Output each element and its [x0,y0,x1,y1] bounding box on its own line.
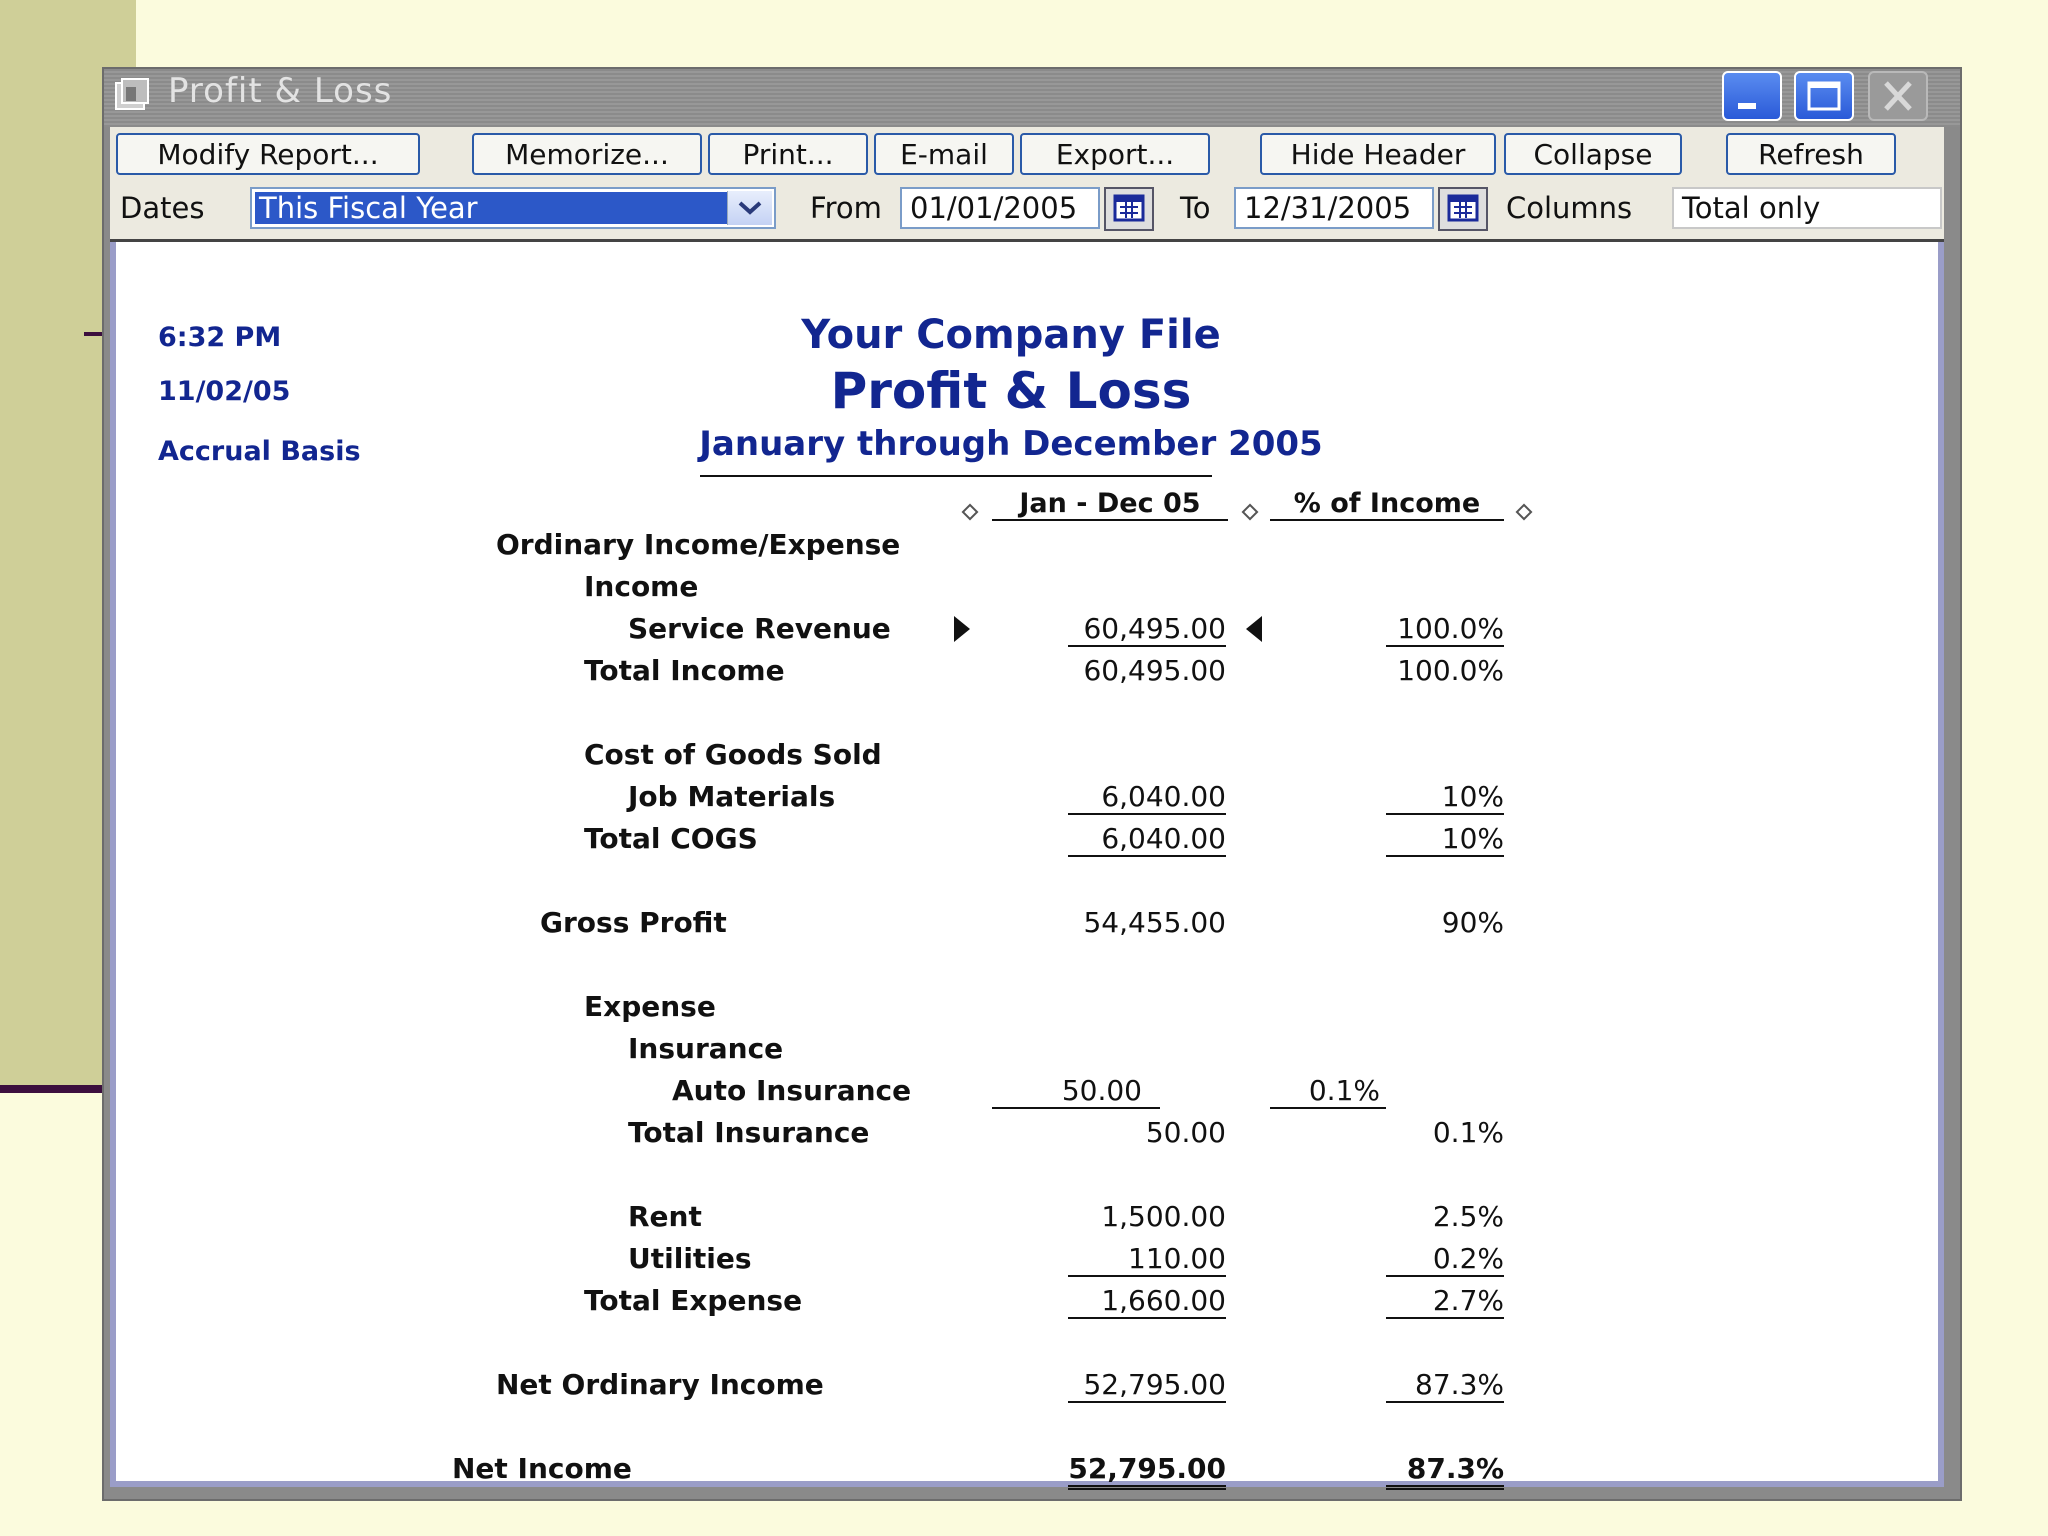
row-label: Job Materials [628,780,836,813]
profit-loss-window [102,67,1962,1501]
dates-label: Dates [120,191,205,225]
row-label: Gross Profit [540,906,727,939]
report-body [116,242,1938,1485]
column-header-amount[interactable]: Jan - Dec 05 [992,488,1228,521]
app-window-icon [114,77,150,113]
window-title: Profit & Loss [168,71,393,111]
row-label: Total Income [584,654,785,687]
row-amount: 50.00 [1145,1116,1226,1149]
export-button[interactable]: Export... [1020,133,1210,175]
row-percent: 2.7% [1386,1284,1504,1319]
row-amount: 50.00 [992,1074,1160,1109]
row-label: Rent [628,1200,702,1233]
columns-label: Columns [1506,191,1633,225]
row-amount: 60,495.00 [1068,612,1226,647]
from-date-field[interactable]: 01/01/2005 [900,187,1100,229]
row-label: Auto Insurance [672,1074,912,1107]
row-percent: 87.3% [1386,1368,1504,1403]
memorize-button[interactable]: Memorize... [472,133,702,175]
close-button[interactable] [1868,71,1928,121]
print-button[interactable]: Print... [708,133,868,175]
row-label-ordinary-income-expense: Ordinary Income/Expense [496,528,901,561]
column-resize-diamond-icon[interactable] [962,504,979,521]
row-percent: 10% [1386,822,1504,857]
row-label-income: Income [584,570,699,603]
report-basis: Accrual Basis [158,436,361,467]
from-calendar-button[interactable] [1104,187,1154,231]
from-label: From [810,191,882,225]
to-label: To [1180,191,1211,225]
header-rule [700,475,1212,477]
row-amount: 60,495.00 [1083,654,1226,687]
maximize-icon [1796,73,1852,119]
row-marker-arrow-icon [1244,614,1264,644]
company-name: Your Company File [801,312,1221,358]
dates-dropdown[interactable] [250,187,776,229]
row-amount: 54,455.00 [1083,906,1226,939]
row-label: Total COGS [584,822,758,855]
collapse-button[interactable]: Collapse [1504,133,1682,175]
row-label: Utilities [628,1242,752,1275]
row-percent: 100.0% [1397,654,1504,687]
row-percent: 0.2% [1386,1242,1504,1277]
column-resize-diamond-icon[interactable] [1516,504,1533,521]
row-label: Service Revenue [628,612,891,645]
row-percent: 0.1% [1270,1074,1386,1109]
minimize-button[interactable] [1722,71,1782,121]
row-amount: 52,795.00 [1068,1452,1226,1490]
column-resize-diamond-icon[interactable] [1242,504,1259,521]
to-calendar-button[interactable] [1438,187,1488,231]
row-label: Total Insurance [628,1116,870,1149]
report-filter-bar [110,181,1944,242]
report-date: 11/02/05 [158,376,291,407]
row-amount: 1,660.00 [1068,1284,1226,1319]
report-time: 6:32 PM [158,322,282,353]
modify-report-button[interactable]: Modify Report... [116,133,420,175]
email-button[interactable]: E-mail [874,133,1014,175]
row-percent: 90% [1441,906,1504,939]
hide-header-button[interactable]: Hide Header [1260,133,1496,175]
row-percent: 2.5% [1432,1200,1504,1233]
row-label: Total Expense [584,1284,803,1317]
row-label-expense: Expense [584,990,716,1023]
row-amount: 52,795.00 [1068,1368,1226,1403]
dates-dropdown-button[interactable] [727,191,772,225]
minimize-icon [1724,73,1780,119]
row-percent: 100.0% [1386,612,1504,647]
row-label: Net Income [452,1452,632,1485]
row-percent: 0.1% [1432,1116,1504,1149]
row-amount: 110.00 [1068,1242,1226,1277]
dropdown-arrow-icon [728,191,772,225]
title-bar[interactable] [104,69,1960,127]
row-label: Net Ordinary Income [496,1368,824,1401]
column-header-percent[interactable]: % of Income [1270,488,1504,521]
calendar-icon [1440,189,1486,229]
report-toolbar [110,127,1944,182]
window-client-area [110,127,1944,1487]
row-label-insurance: Insurance [628,1032,784,1065]
report-period: January through December 2005 [699,424,1323,464]
row-marker-arrow-icon [952,614,972,644]
row-percent: 87.3% [1386,1452,1504,1490]
close-icon [1870,73,1926,119]
calendar-icon [1106,189,1152,229]
row-amount: 6,040.00 [1068,780,1226,815]
columns-dropdown[interactable]: Total only [1672,187,1942,229]
report-title: Profit & Loss [830,362,1192,420]
row-amount: 1,500.00 [1101,1200,1226,1233]
row-percent: 10% [1386,780,1504,815]
row-amount: 6,040.00 [1068,822,1226,857]
maximize-button[interactable] [1794,71,1854,121]
to-date-field[interactable]: 12/31/2005 [1234,187,1434,229]
dates-selected-value: This Fiscal Year [255,192,727,224]
row-label-cost-of-goods-sold: Cost of Goods Sold [584,738,882,771]
slide-divider-line [0,1085,110,1093]
refresh-button[interactable]: Refresh [1726,133,1896,175]
